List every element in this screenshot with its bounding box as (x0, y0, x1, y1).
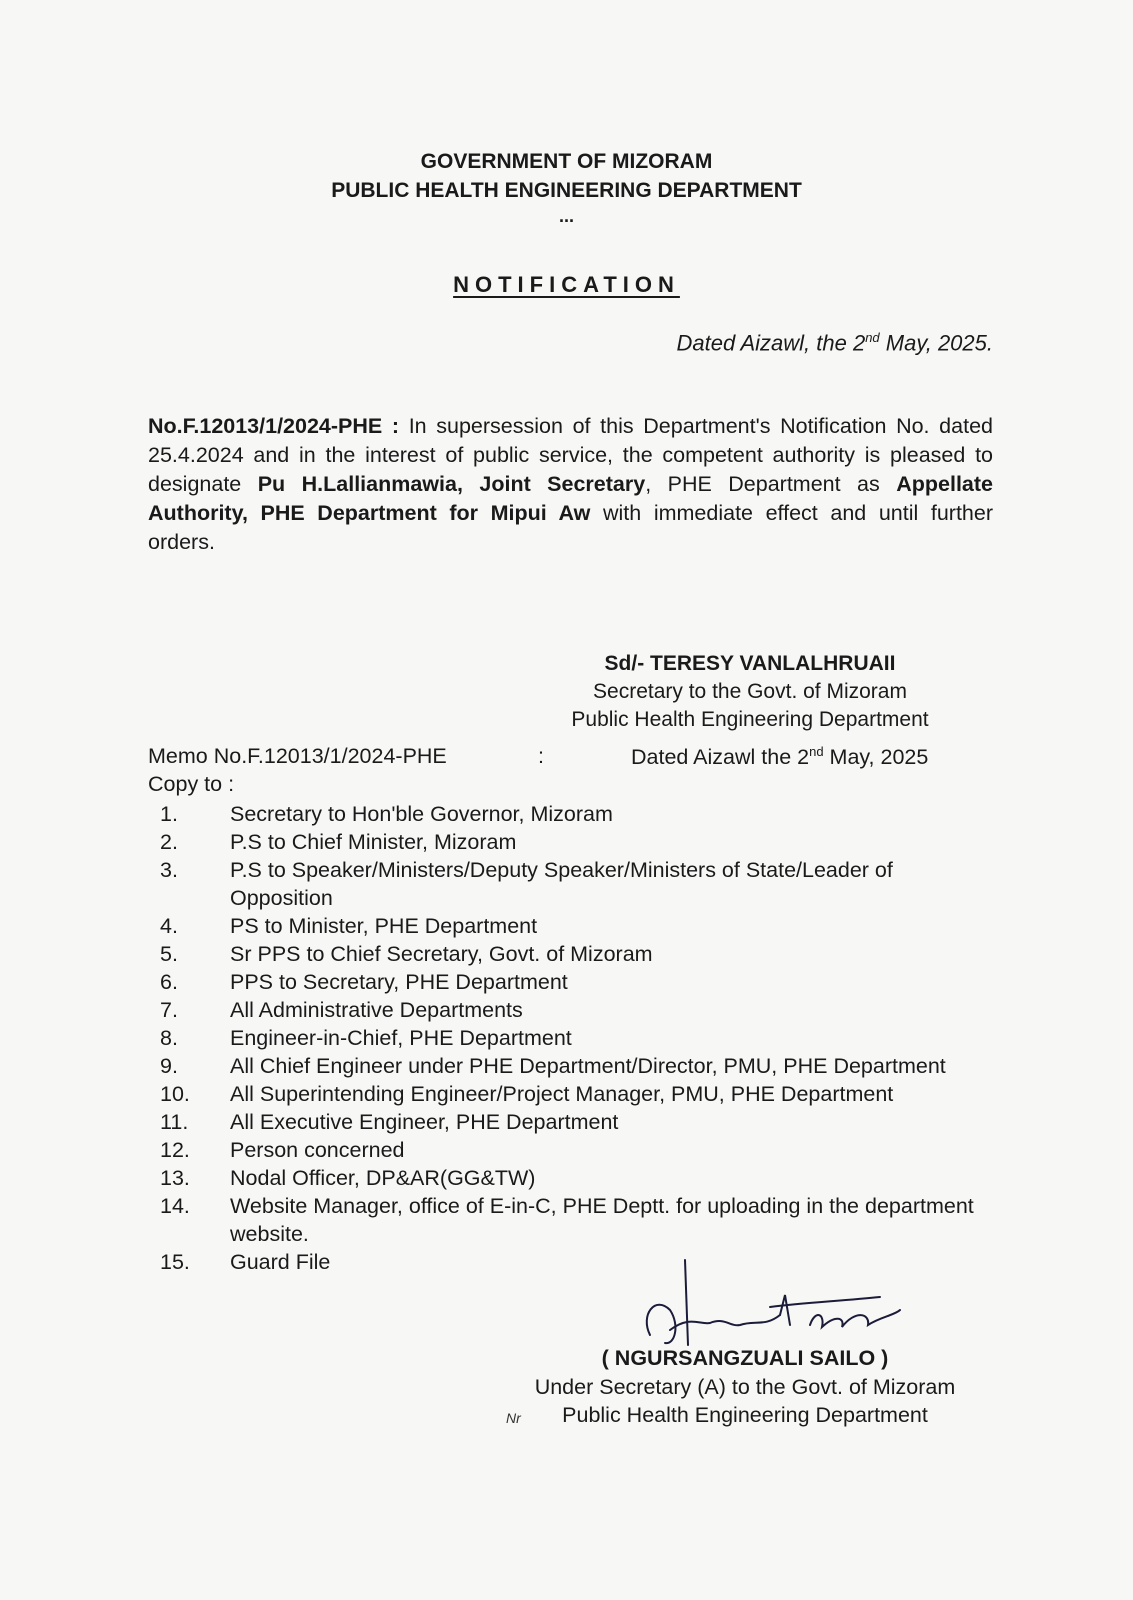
header-dots: ... (558, 206, 574, 226)
memo-colon: : (538, 744, 544, 768)
issuer-designation: Under Secretary (A) to the Govt. of Mizoram (534, 1375, 956, 1399)
copy-list-number: 1. (160, 802, 178, 826)
copy-list-item (160, 996, 1000, 1024)
copy-list-item (160, 1108, 1000, 1136)
issuer-name: ( NGURSANGZUALI SAILO ) (601, 1346, 889, 1370)
copy-list-item (160, 1080, 1000, 1108)
copy-list-text: Secretary to Hon'ble Governor, Mizoram (230, 802, 613, 826)
memo-number: Memo No.F.12013/1/2024-PHE (148, 744, 447, 768)
signatory-department: Public Health Engineering Department (571, 708, 929, 731)
signatory-designation: Secretary to the Govt. of Mizoram (593, 680, 907, 703)
copy-list-item (160, 1192, 1000, 1248)
copy-to-label: Copy to : (148, 772, 235, 796)
copy-list-item (160, 1136, 1000, 1164)
copy-list-text: PS to Minister, PHE Department (230, 914, 538, 938)
copy-list-number: 6. (160, 970, 178, 994)
copy-list-number: 9. (160, 1054, 178, 1078)
copy-list-number: 10. (160, 1082, 190, 1106)
copy-list-item (160, 856, 1000, 912)
memo-date: Dated Aizawl the 2nd May, 2025 (631, 744, 929, 770)
copy-list (160, 800, 1000, 1276)
notification-title: NOTIFICATION (453, 272, 680, 297)
copy-list-item (160, 968, 1000, 996)
notification-date: Dated Aizawl, the 2nd May, 2025. (676, 330, 993, 356)
copy-list-item (160, 1052, 1000, 1080)
copy-list-text: Nodal Officer, DP&AR(GG&TW) (230, 1166, 536, 1190)
copy-list-item (160, 800, 1000, 828)
copy-list-number: 11. (160, 1110, 189, 1134)
copy-list-text: All Executive Engineer, PHE Department (230, 1110, 619, 1134)
copy-list-number: 2. (160, 830, 178, 854)
copy-list-number: 14. (160, 1194, 190, 1218)
copy-list-text: Guard File (230, 1250, 331, 1274)
handwritten-signature (630, 1255, 930, 1355)
copy-list-text: Sr PPS to Chief Secretary, Govt. of Mizoram (230, 942, 653, 966)
copy-list-number: 3. (160, 858, 178, 882)
copy-list-text: Engineer-in-Chief, PHE Department (230, 1026, 572, 1050)
copy-list-text: All Administrative Departments (230, 998, 523, 1022)
issuer-department: Public Health Engineering Department (562, 1403, 928, 1427)
copy-list-text: All Chief Engineer under PHE Department/Director, PMU, PHE Department (230, 1054, 946, 1078)
copy-list-text: P.S to Chief Minister, Mizoram (230, 830, 517, 854)
copy-list-number: 4. (160, 914, 178, 938)
copy-list-number: 5. (160, 942, 178, 966)
copy-list-item (160, 940, 1000, 968)
copy-list-text: Person concerned (230, 1138, 405, 1162)
copy-list-text: All Superintending Engineer/Project Manager, PMU, PHE Department (230, 1082, 894, 1106)
memo-row (148, 744, 988, 769)
copy-list-item (160, 1024, 1000, 1052)
copy-list-item (160, 1164, 1000, 1192)
header-department: PUBLIC HEALTH ENGINEERING DEPARTMENT (331, 179, 802, 202)
notification-number: No.F.12013/1/2024-PHE : (148, 414, 400, 438)
designee-name: Pu H.Lallianmawia, Joint Secretary (257, 472, 646, 496)
designation-role: Appellate Authority, PHE Department for Mipui Aw (148, 472, 993, 525)
copy-list-text: Website Manager, office of E-in-C, PHE Deptt. for uploading in the department website. (230, 1194, 974, 1246)
header-govt: GOVERNMENT OF MIZORAM (420, 150, 713, 173)
copy-list-number: 8. (160, 1026, 178, 1050)
copy-list-text: P.S to Speaker/Ministers/Deputy Speaker/Ministers of State/Leader of Opposition (230, 858, 893, 910)
copy-list-text: PPS to Secretary, PHE Department (230, 970, 568, 994)
signatory-name: Sd/- TERESY VANLALHRUAII (604, 652, 896, 675)
copy-list-item (160, 828, 1000, 856)
copy-list-number: 13. (160, 1166, 190, 1190)
copy-list-number: 12. (160, 1138, 190, 1162)
handwritten-initials: Nr (506, 1410, 521, 1426)
copy-list-number: 15. (160, 1250, 190, 1274)
copy-list-number: 7. (160, 998, 178, 1022)
copy-list-item (160, 912, 1000, 940)
notification-body: No.F.12013/1/2024-PHE : In supersession of this Department's Notification No. dated 25.4.2024 and in the interest of public service, the competent authority is pleased to designate Pu H.Lallianmawia, Joint Secretary, PHE Department as Appellate Authority, PHE Department for Mipui Aw with immediate effect and until further orders. (148, 414, 994, 554)
